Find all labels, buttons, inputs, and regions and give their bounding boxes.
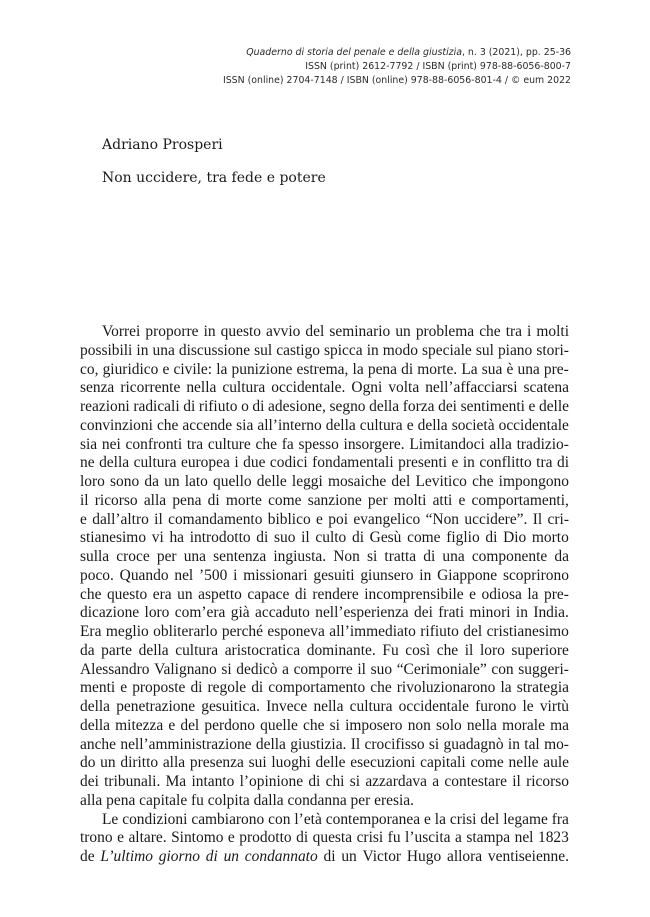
article-author: Adriano Prosperi bbox=[102, 137, 223, 153]
text-line: de L’ultimo giorno di un condannato di un Victor Hugo allora ventiseienne. bbox=[80, 848, 569, 865]
text-line: poco. Quando nel ’500 i missionari gesuiti giunsero in Giappone scoprirono bbox=[80, 566, 569, 584]
article-body bbox=[80, 323, 569, 867]
text-line: il ricorso alla pena di morte come sanzione per molti atti e comportamenti, bbox=[80, 491, 569, 509]
text-line: da parte della cultura aristocratica dominante. Fu così che il loro superiore bbox=[80, 641, 569, 659]
journal-citation bbox=[223, 46, 571, 60]
text-line: che questo era un aspetto capace di rendere incomprensibile e odiosa la pre- bbox=[80, 585, 569, 603]
text-line: convinzioni che accende sia all’interno della cultura e della società occidentale bbox=[80, 416, 569, 434]
text-line: dicazione loro com’era già accaduto nell’esperienza dei frati minori in India. bbox=[80, 604, 569, 622]
text-line: loro sono da un lato quello delle leggi mosaiche del Levitico che impongono bbox=[80, 473, 569, 490]
paragraph bbox=[80, 811, 569, 867]
text-line: Vorrei proporre in questo avvio del seminario un problema che tra i molti bbox=[102, 323, 569, 340]
article-title: Non uccidere, tra fede e potere bbox=[102, 170, 326, 186]
text-line: e dall’altro il comandamento biblico e poi evangelico “Non uccidere”. Il cri- bbox=[80, 510, 569, 528]
issn-online: ISSN (online) 2704-7148 / ISBN (online) 978-88-6056-801-4 / © eum 2022 bbox=[222, 75, 571, 86]
text-line: ne della cultura europea i due codici fondamentali presenti e in conflitto tra di bbox=[80, 454, 569, 472]
journal-name: Quaderno di storia del penale e della giustizia bbox=[246, 47, 462, 58]
journal-issue: , n. 3 (2021), pp. 25-36 bbox=[461, 47, 571, 58]
text-line: della mitezza e del perdono quelle che si imposero non solo nella morale ma bbox=[80, 716, 569, 734]
text-line: do un diritto alla presenza sui luoghi delle esecuzioni capitali come nelle aule bbox=[80, 754, 569, 772]
text-line: Le condizioni cambiarono con l’età contemporanea e la crisi del legame fra bbox=[102, 810, 569, 828]
text-line: sulla croce per una sentenza ingiusta. Non si tratta di una componente da bbox=[80, 548, 569, 565]
text-line: Alessandro Valignano si dedicò a comporre il suo “Cerimoniale” con suggeri- bbox=[80, 660, 569, 678]
text-line: menti e proposte di regole di comportamento che rivoluzionarono la strategia bbox=[80, 679, 569, 697]
text-line: co, giuridico e civile: la punizione estrema, la pena di morte. La sua è una pre- bbox=[80, 360, 569, 378]
text-line: sia nei confronti tra culture che fa spesso insorgere. Limitandoci alla tradizio- bbox=[80, 435, 569, 453]
journal-header bbox=[223, 46, 571, 88]
issn-print: ISSN (print) 2612-7792 / ISBN (print) 978-88-6056-800-7 bbox=[305, 61, 571, 72]
text-line: anche nell’amministrazione della giustizia. Il crocifisso si guadagnò in tal mo- bbox=[80, 735, 569, 753]
text-line: Era meglio obliterarlo perché esponeva all’immediato rifiuto del cristianesimo bbox=[80, 623, 569, 640]
text-line: dei tribunali. Ma intanto l’opinione di chi si azzardava a contestare il ricorso bbox=[80, 773, 569, 790]
text-line: trono e altare. Sintomo e prodotto di questa crisi fu l’uscita a stampa nel 1823 bbox=[80, 829, 569, 847]
text-line: stianesimo vi ha introdotto di suo il culto di Gesù come figlio di Dio morto bbox=[80, 529, 569, 547]
text-line: alla pena capitale fu colpita dalla condanna per eresia. bbox=[80, 791, 414, 809]
text-line: possibili in una discussione sul castigo spicca in modo speciale sul piano stori- bbox=[80, 341, 569, 359]
text-line: senza ricorrente nella cultura occidentale. Ogni volta nell’affacciarsi scatena bbox=[80, 379, 569, 397]
text-line: della penetrazione gesuitica. Invece nella cultura occidentale furono le virtù bbox=[80, 698, 569, 715]
text-line: reazioni radicali di rifiuto o di adesione, segno della forza dei sentimenti e delle bbox=[80, 398, 569, 415]
paragraph bbox=[80, 323, 569, 811]
